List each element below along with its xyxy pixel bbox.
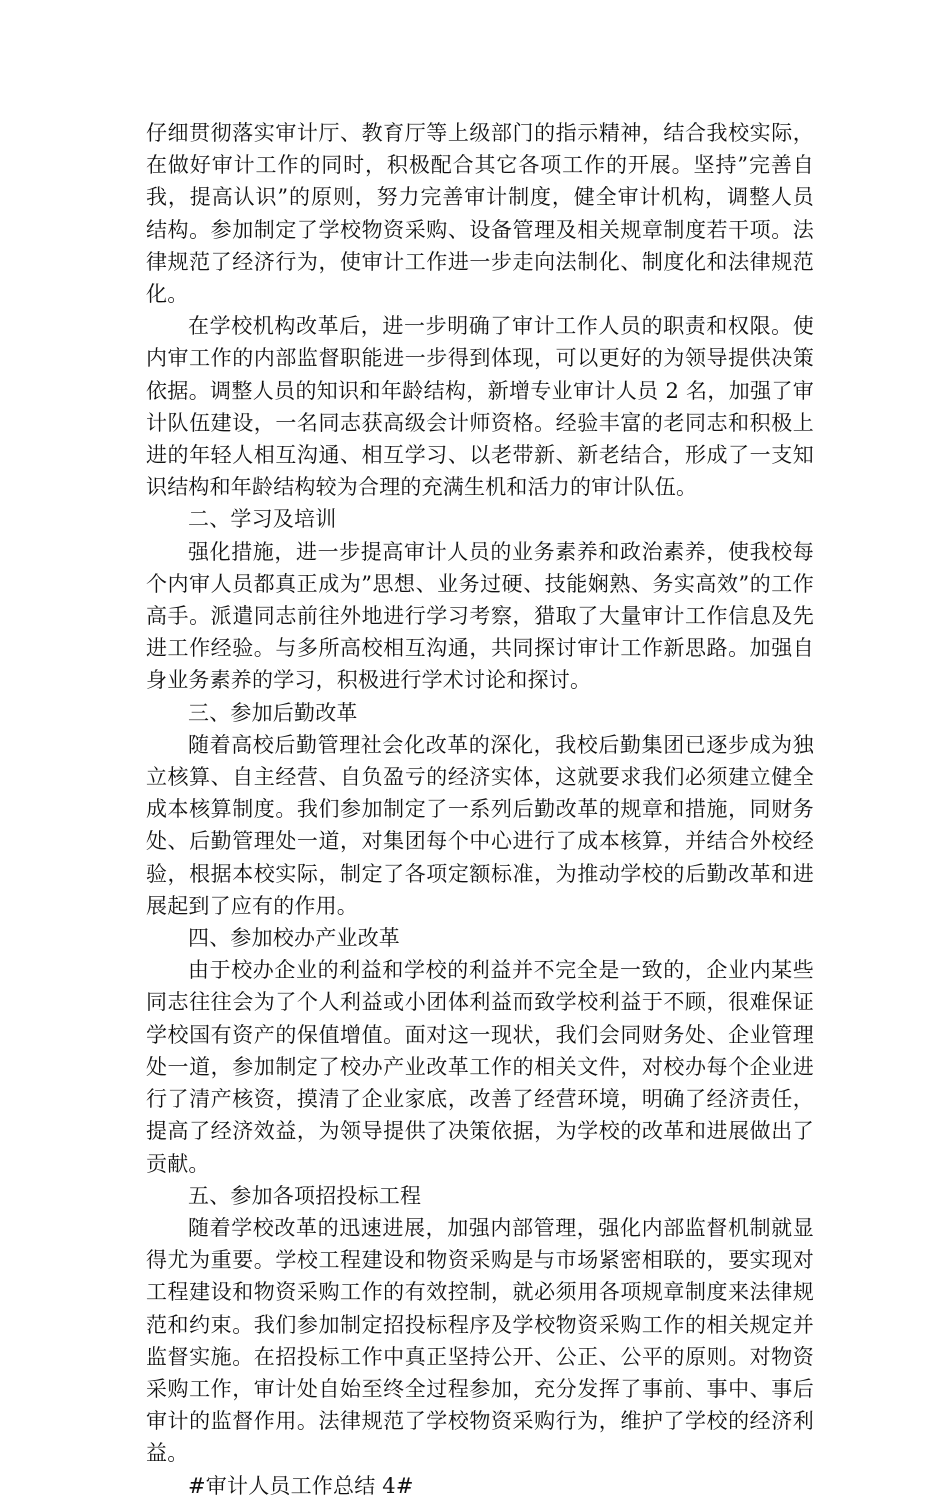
- section-heading-bidding: 五、参加各项招投标工程: [188, 1183, 422, 1208]
- paragraph-continuation: 仔细贯彻落实审计厅、教育厅等上级部门的指示精神，结合我校实际，在做好审计工作的同时，积极配合其它各项工作的开展。坚持”完善自我，提高认识”的原则，努力完善审计制度，健全审计机构，调整人员结构。参加制定了学校物资采购、设备管理及相关规章制度若干项。法律规范了经济行为，使审计工作进一步走向法制化、制度化和法律规范化。: [146, 121, 814, 307]
- section-heading-study-training: 二、学习及培训: [188, 507, 337, 532]
- paragraph-industry-reform: 由于校办企业的利益和学校的利益并不完全是一致的，企业内某些同志往往会为了个人利益或小团体利益而致学校利益于不顾，很难保证学校国有资产的保值增值。面对这一现状，我们会同财务处、企业管理处一道，参加制定了校办产业改革工作的相关文件，对校办每个企业进行了清产核资，摸清了企业家底，改善了经营环境，明确了经济责任，提高了经济效益，为领导提供了决策依据，为学校的改革和进展做出了贡献。: [146, 958, 814, 1176]
- paragraph-bidding: 随着学校改革的迅速进展，加强内部管理，强化内部监督机制就显得尤为重要。学校工程建设和物资采购是与市场紧密相联的，要实现对工程建设和物资采购工作的有效控制，就必须用各项规章制度来法律规范和约束。我们参加制定招投标程序及学校物资采购工作的相关规定并监督实施。在招投标工作中真正坚持公开、公正、公平的原则。对物资采购工作，审计处自始至终全过程参加，充分发挥了事前、事中、事后审计的监督作用。法律规范了学校物资采购行为，维护了学校的经济利益。: [146, 1215, 814, 1466]
- document-page: [146, 117, 814, 1502]
- paragraph-study-training: 强化措施，进一步提高审计人员的业务素养和政治素养，使我校每个内审人员都真正成为”思想、业务过硬、技能娴熟、务实高效”的工作高手。派遣同志前往外地进行学习考察，猎取了大量审计工作信息及先进工作经验。与多所高校相互沟通，共同探讨审计工作新思路。加强自身业务素养的学习，积极进行学术讨论和探讨。: [146, 539, 814, 693]
- document-section-marker: #审计人员工作总结 4#: [188, 1473, 414, 1498]
- paragraph-logistics-reform: 随着高校后勤管理社会化改革的深化，我校后勤集团已逐步成为独立核算、自主经营、自负盈亏的经济实体，这就要求我们必须建立健全成本核算制度。我们参加制定了一系列后勤改革的规章和措施，同财务处、后勤管理处一道，对集团每个中心进行了成本核算，并结合外校经验，根据本校实际，制定了各项定额标准，为推动学校的后勤改革和进展起到了应有的作用。: [146, 732, 814, 918]
- section-heading-logistics-reform: 三、参加后勤改革: [188, 700, 358, 725]
- paragraph-staff-structure: 在学校机构改革后，进一步明确了审计工作人员的职责和权限。使内审工作的内部监督职能进一步得到体现，可以更好的为领导提供决策依据。调整人员的知识和年龄结构，新增专业审计人员 2 名，加强了审计队伍建设，一名同志获高级会计师资格。经验丰富的老同志和积极上进的年轻人相互沟通、相互学习、以老带新、新老结合，形成了一支知识结构和年龄结构较为合理的充满生机和活力的审计队伍。: [146, 314, 814, 500]
- section-heading-industry-reform: 四、参加校办产业改革: [188, 926, 400, 951]
